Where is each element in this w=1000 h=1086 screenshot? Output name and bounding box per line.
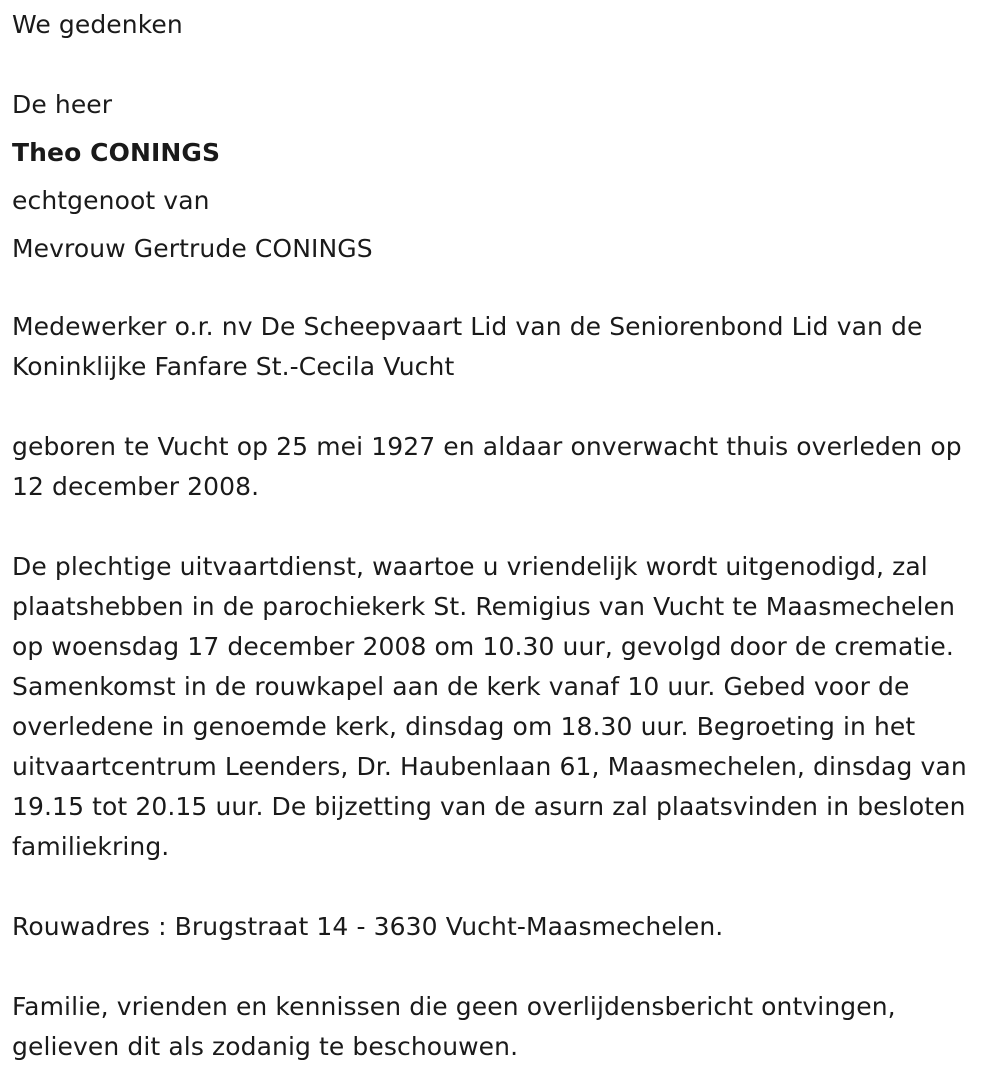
obituary-notice [12,5,982,1067]
relation-line: echtgenoot van [12,186,210,215]
birth-death-paragraph: geboren te Vucht op 25 mei 1927 en aldaar onverwacht thuis overleden op 12 december 2008. [12,432,962,501]
closing-paragraph: Familie, vrienden en kennissen die geen overlijdensbericht ontvingen, gelieven dit als zodanig te beschouwen. [12,992,896,1061]
title-line: De heer [12,90,113,119]
deceased-name: Theo CONINGS [12,138,221,167]
address-paragraph: Rouwadres : Brugstraat 14 - 3630 Vucht-Maasmechelen. [12,912,724,941]
affiliations-paragraph: Medewerker o.r. nv De Scheepvaart Lid van de Seniorenbond Lid van de Koninklijke Fanfare St.-Cecila Vucht [12,312,923,381]
notice-heading: We gedenken [12,10,183,39]
spouse-name: Mevrouw Gertrude CONINGS [12,234,373,263]
service-paragraph: De plechtige uitvaartdienst, waartoe u vriendelijk wordt uitgenodigd, zal plaatshebben in de parochiekerk St. Remigius van Vucht te Maasmechelen op woensdag 17 december 2008 om 10.30 uur, gevolgd door de crematie. Samenkomst in de rouwkapel aan de kerk vanaf 10 uur. Gebed voor de overledene in genoemde kerk, dinsdag om 18.30 uur. Begroeting in het uitvaartcentrum Leenders, Dr. Haubenlaan 61, Maasmechelen, dinsdag van 19.15 tot 20.15 uur. De bijzetting van de asurn zal plaatsvinden in besloten familiekring. [12,552,967,861]
